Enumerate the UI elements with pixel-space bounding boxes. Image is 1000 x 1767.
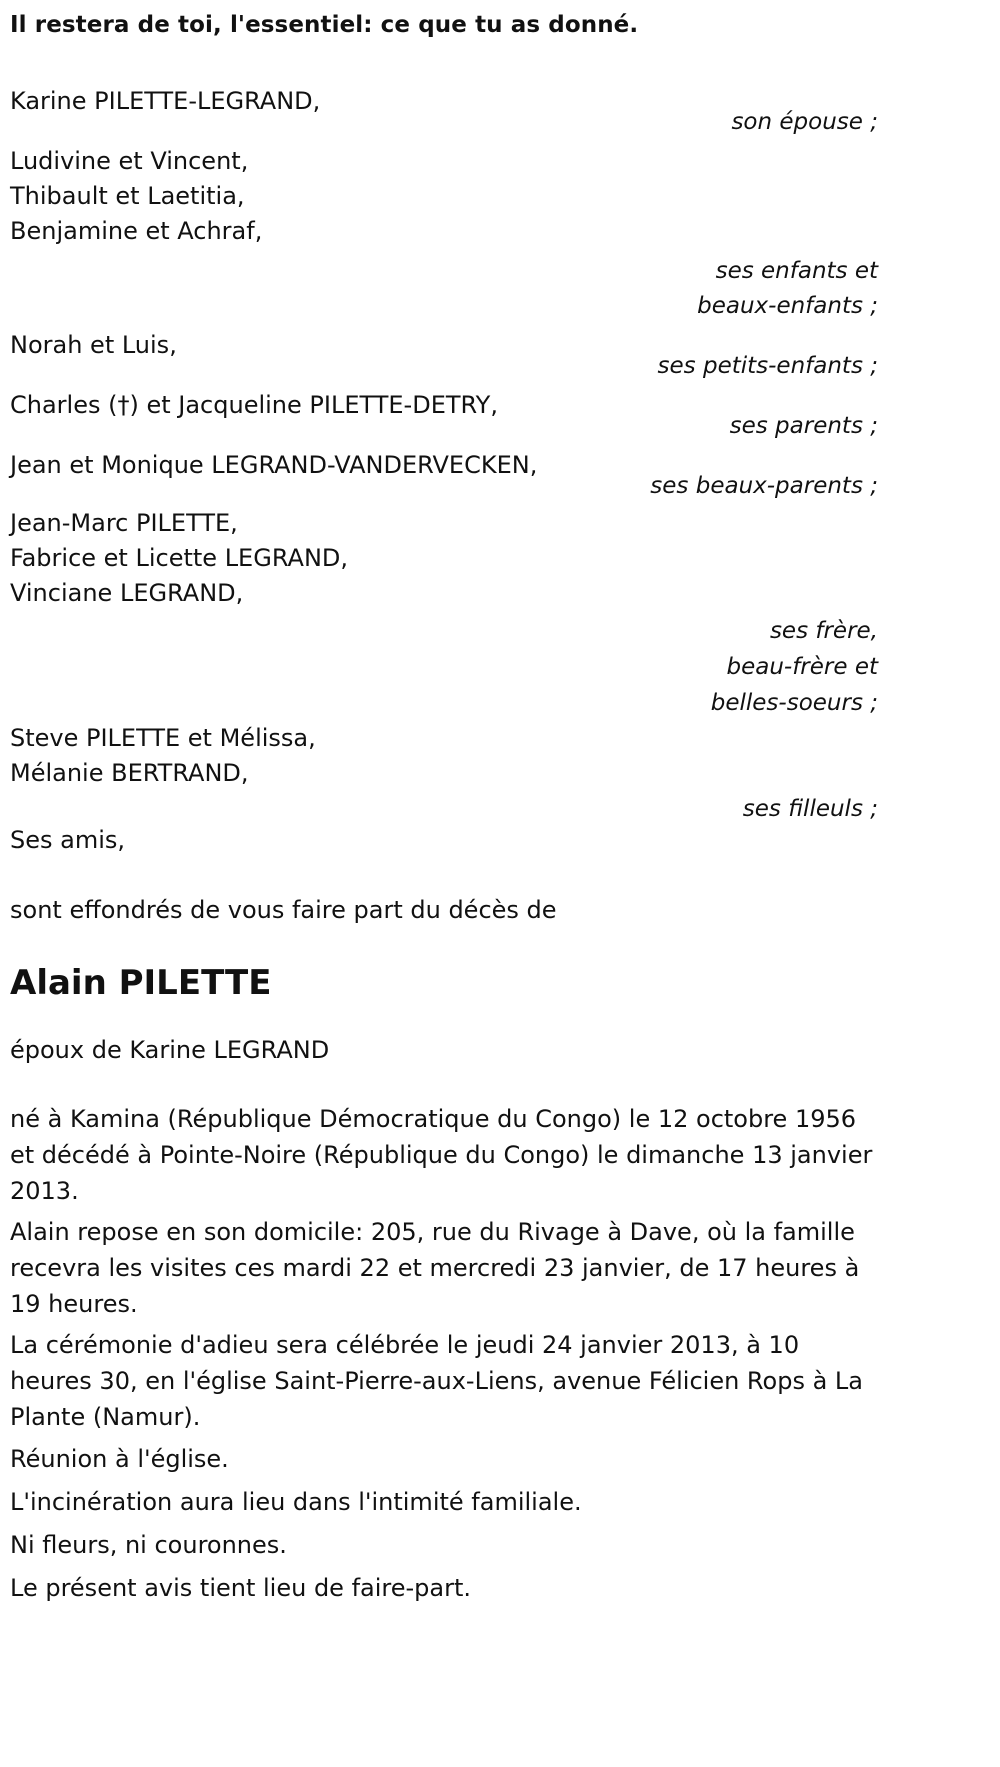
siblings-block <box>10 506 878 721</box>
siblings-line: Vinciane LEGRAND, <box>10 579 244 607</box>
wife-name: Karine PILETTE-LEGRAND, <box>10 87 321 115</box>
announcement: sont effondrés de vous faire part du décès de <box>10 896 557 924</box>
parents-relation: ses parents ; <box>729 413 878 439</box>
grandchildren-name: Norah et Luis, <box>10 331 177 359</box>
siblings-line: Fabrice et Licette LEGRAND, <box>10 544 349 572</box>
grandchildren-relation: ses petits-enfants ; <box>657 353 878 379</box>
spouse-line: époux de Karine LEGRAND <box>10 1036 330 1064</box>
siblings-relation: ses frère, <box>769 618 878 644</box>
godchildren-block <box>10 721 878 827</box>
godchildren-relation: ses filleuls ; <box>742 796 878 822</box>
notice-paragraph: Le présent avis tient lieu de faire-part. <box>10 1574 472 1602</box>
parents-name: Charles (†) et Jacqueline PILETTE-DETRY, <box>10 391 498 419</box>
gathering-paragraph: Réunion à l'église. <box>10 1445 229 1473</box>
wife-relation: son épouse ; <box>731 109 878 135</box>
friends-line: Ses amis, <box>10 826 126 854</box>
children-line: Ludivine et Vincent, <box>10 147 249 175</box>
grandchildren-block <box>10 326 878 386</box>
inlaws-relation: ses beaux-parents ; <box>650 473 878 499</box>
godchildren-line: Steve PILETTE et Mélissa, <box>10 724 316 752</box>
children-line: Thibault et Laetitia, <box>10 182 245 210</box>
deceased-name: Alain PILETTE <box>10 963 272 1003</box>
ceremony-paragraph: La cérémonie d'adieu sera célébrée le jeudi 24 janvier 2013, à 10 heures 30, en l'église Saint-Pierre-aux-Liens, avenue Félicien Rops à La Plante (Namur). <box>10 1331 863 1431</box>
inlaws-block <box>10 446 878 506</box>
inlaws-name: Jean et Monique LEGRAND-VANDERVECKEN, <box>10 451 538 479</box>
siblings-relation: beau-frère et <box>726 654 878 680</box>
children-block <box>10 144 878 324</box>
flowers-paragraph: Ni fleurs, ni couronnes. <box>10 1531 287 1559</box>
siblings-relation: belles-soeurs ; <box>710 690 878 716</box>
parents-block <box>10 386 878 446</box>
siblings-line: Jean-Marc PILETTE, <box>10 509 238 537</box>
children-relation: beaux-enfants ; <box>697 293 878 319</box>
godchildren-line: Mélanie BERTRAND, <box>10 759 249 787</box>
children-line: Benjamine et Achraf, <box>10 217 263 245</box>
children-relation: ses enfants et <box>715 258 878 284</box>
cremation-paragraph: L'incinération aura lieu dans l'intimité familiale. <box>10 1488 582 1516</box>
wife-block <box>10 82 878 142</box>
visitation-paragraph: Alain repose en son domicile: 205, rue du Rivage à Dave, où la famille recevra les visites ces mardi 22 et mercredi 23 janvier, de 17 heures à 19 heures. <box>10 1218 860 1318</box>
birth-death-paragraph: né à Kamina (République Démocratique du Congo) le 12 octobre 1956 et décédé à Pointe-Noire (République du Congo) le dimanche 13 janvier 2013. <box>10 1105 873 1205</box>
obituary-notice <box>10 0 878 1607</box>
epigraph: Il restera de toi, l'essentiel: ce que tu as donné. <box>10 12 639 38</box>
